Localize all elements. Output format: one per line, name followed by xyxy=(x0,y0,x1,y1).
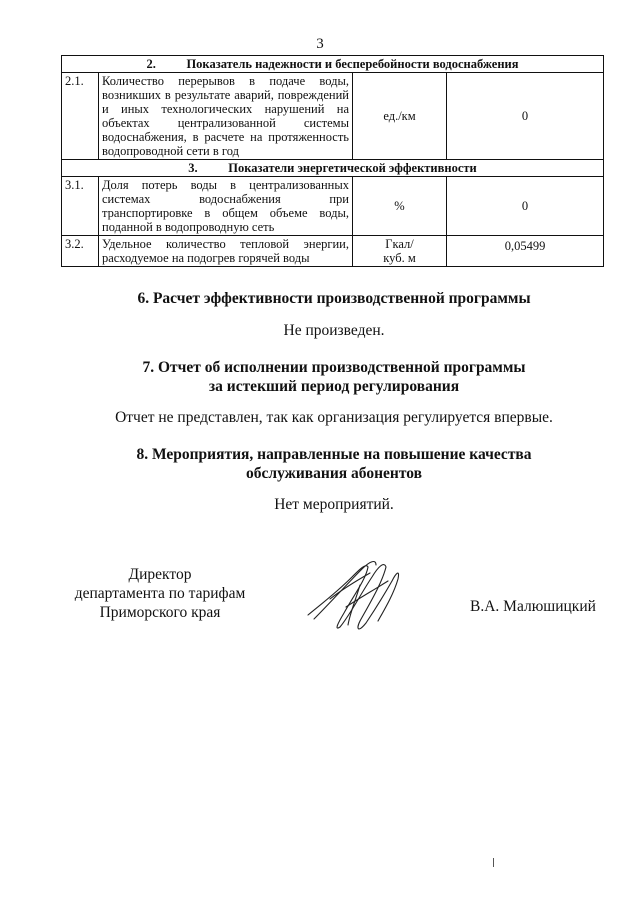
value-cell: 0,05499 xyxy=(447,236,604,267)
unit-cell xyxy=(353,236,447,267)
indicator-name: Доля потерь воды в централизованных системах водоснабжения при транспортировке в общем объеме воды, поданной в водопроводную сеть xyxy=(99,177,353,236)
heading-line: 7. Отчет об исполнении производственной программы xyxy=(142,359,526,376)
unit-cell: % xyxy=(353,177,447,236)
section6-heading: 6. Расчет эффективности производственной программы xyxy=(137,290,531,307)
value-cell: 0 xyxy=(447,73,604,160)
section8-text: Нет мероприятий. xyxy=(274,496,394,513)
value-cell: 0 xyxy=(447,177,604,236)
indicators-table xyxy=(61,55,604,267)
title-line: Директор xyxy=(128,566,192,583)
heading-line: 8. Мероприятия, направленные на повышение качества xyxy=(136,446,532,463)
handwritten-signature xyxy=(300,555,410,640)
unit-cell: ед./км xyxy=(353,73,447,160)
row-number: 2.1. xyxy=(62,73,99,160)
section-number: 2. xyxy=(146,57,156,71)
signatory-name: В.А. Малюшицкий xyxy=(470,598,596,615)
section-header-cell xyxy=(62,160,604,177)
title-line: Приморского края xyxy=(99,604,221,621)
section-number: 3. xyxy=(188,161,198,175)
section-title: Показатели энергетической эффективности xyxy=(228,161,477,175)
indicator-name: Удельное количество тепловой энергии, расходуемое на подогрев горячей воды xyxy=(99,236,353,267)
unit-line: Гкал/ xyxy=(385,237,414,251)
section6-text: Не произведен. xyxy=(283,322,385,339)
signatory-title xyxy=(55,565,265,622)
row-number: 3.1. xyxy=(62,177,99,236)
section-header-cell xyxy=(62,56,604,73)
section7-text: Отчет не представлен, так как организация регулируется впервые. xyxy=(115,409,553,426)
table-row xyxy=(62,236,604,267)
indicator-name: Количество перерывов в подаче воды, возникших в результате аварий, повреждений и иных технологических нарушений на объектах централизованной системы водоснабжения, в расчете на протяженность водопроводной сети в год xyxy=(99,73,353,160)
heading-line: обслуживания абонентов xyxy=(246,465,422,482)
section-title: Показатель надежности и бесперебойности водоснабжения xyxy=(186,57,519,71)
scan-mark xyxy=(493,858,494,867)
section8-heading xyxy=(0,445,640,483)
table-row xyxy=(62,177,604,236)
heading-line: за истекший период регулирования xyxy=(208,378,460,395)
section-header-row xyxy=(62,56,604,73)
table-row xyxy=(62,73,604,160)
title-line: департамента по тарифам xyxy=(74,585,246,602)
section7-heading xyxy=(0,358,640,396)
page-number: 3 xyxy=(316,36,324,52)
unit-line: куб. м xyxy=(383,251,416,265)
section-header-row xyxy=(62,160,604,177)
row-number: 3.2. xyxy=(62,236,99,267)
